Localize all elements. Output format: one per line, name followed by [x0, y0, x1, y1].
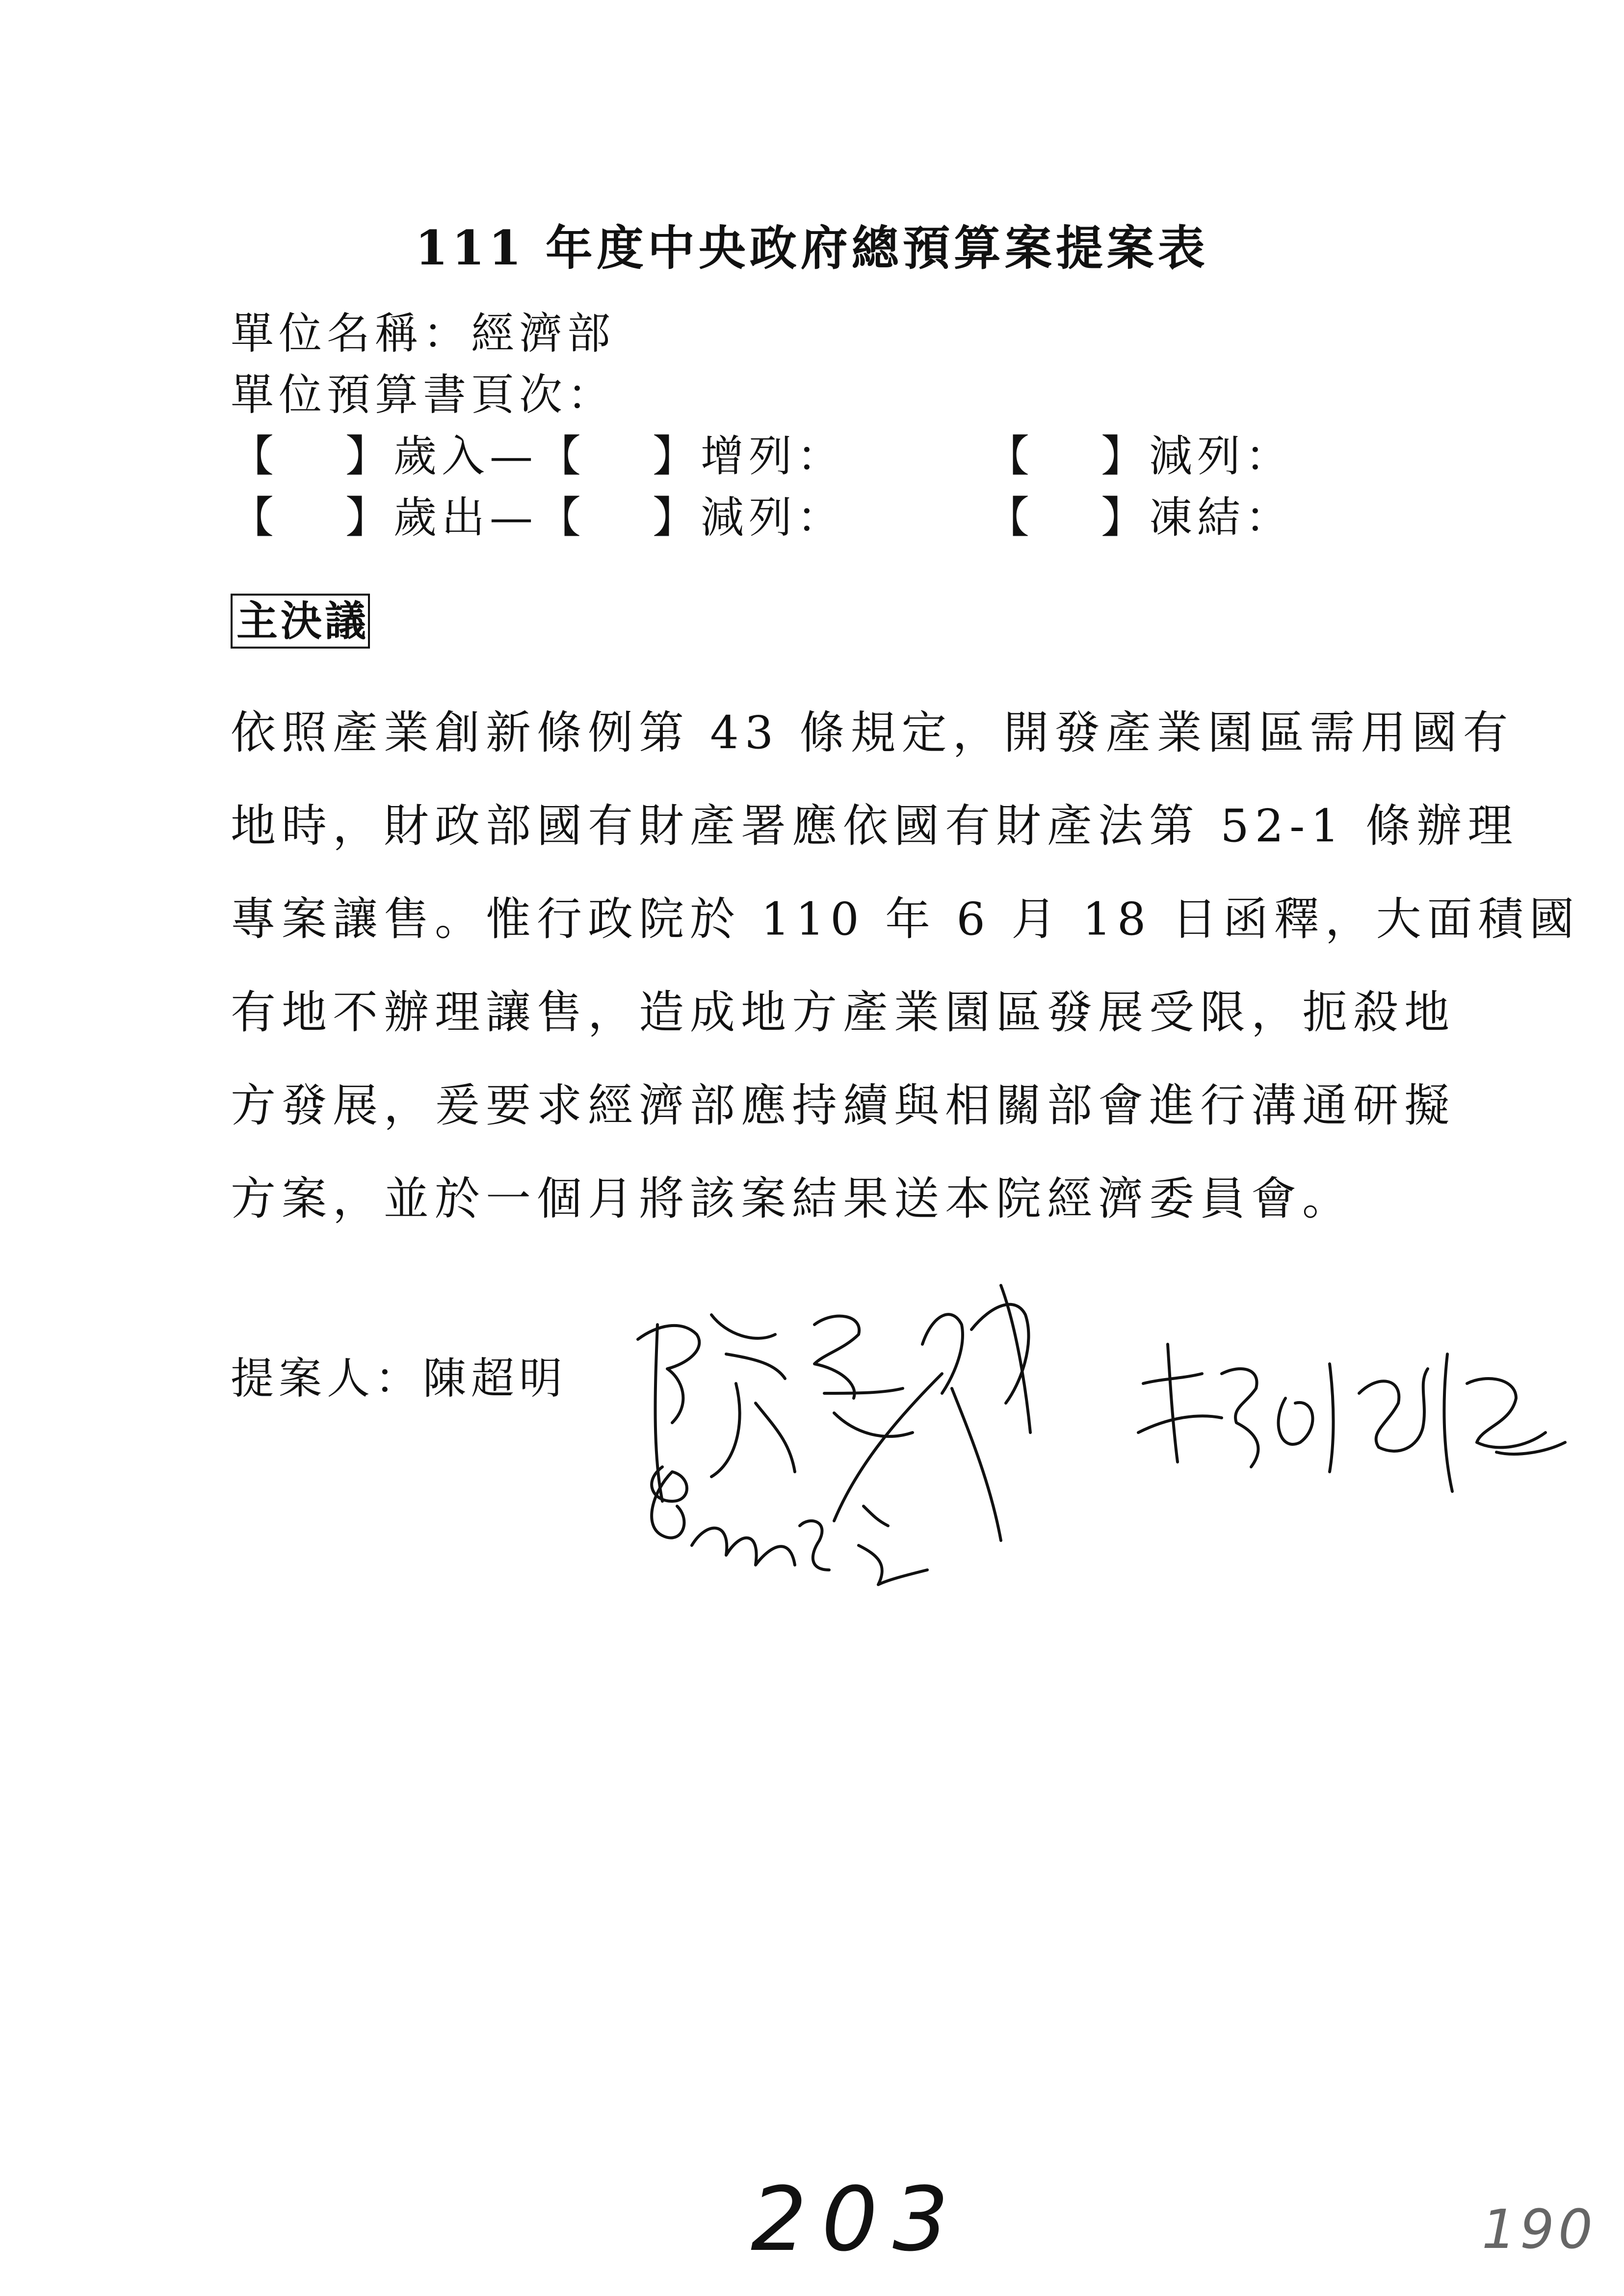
budget-page: 單位預算書頁次：: [231, 369, 616, 420]
unit-name: 單位名稱：經濟部: [231, 308, 616, 359]
resolution-label: 主決議: [231, 594, 370, 649]
page-number-secondary: 190: [1482, 2198, 1597, 2261]
body-line-5: 方發展，爰要求經濟部應持續與相關部會進行溝通研擬: [231, 1079, 1456, 1132]
body-line-3: 專案讓售。惟行政院於 110 年 6 月 18 日函釋，大面積國: [231, 893, 1580, 945]
signature-third: [1124, 1325, 1604, 1531]
signature-second: [633, 1447, 1035, 1624]
expenditure-row-right: 【 】凍結：: [986, 492, 1293, 543]
document-title: 111 年度中央政府總預算案提案表: [415, 220, 1209, 276]
revenue-row-left: 【 】歲入—【 】增列：: [231, 431, 845, 481]
page-number: 203: [751, 2168, 964, 2271]
body-line-2: 地時，財政部國有財產署應依國有財產法第 52-1 條辦理: [231, 800, 1519, 852]
body-line-4: 有地不辦理讓售，造成地方產業園區發展受限，扼殺地: [231, 986, 1456, 1039]
proposer: 提案人：陳超明: [231, 1353, 568, 1404]
expenditure-row-left: 【 】歲出—【 】減列：: [231, 492, 845, 543]
body-line-6: 方案，並於一個月將該案結果送本院經濟委員會。: [231, 1173, 1354, 1225]
revenue-row-right: 【 】減列：: [986, 431, 1293, 481]
body-line-1: 依照產業創新條例第 43 條規定，開發產業園區需用國有: [231, 706, 1514, 759]
